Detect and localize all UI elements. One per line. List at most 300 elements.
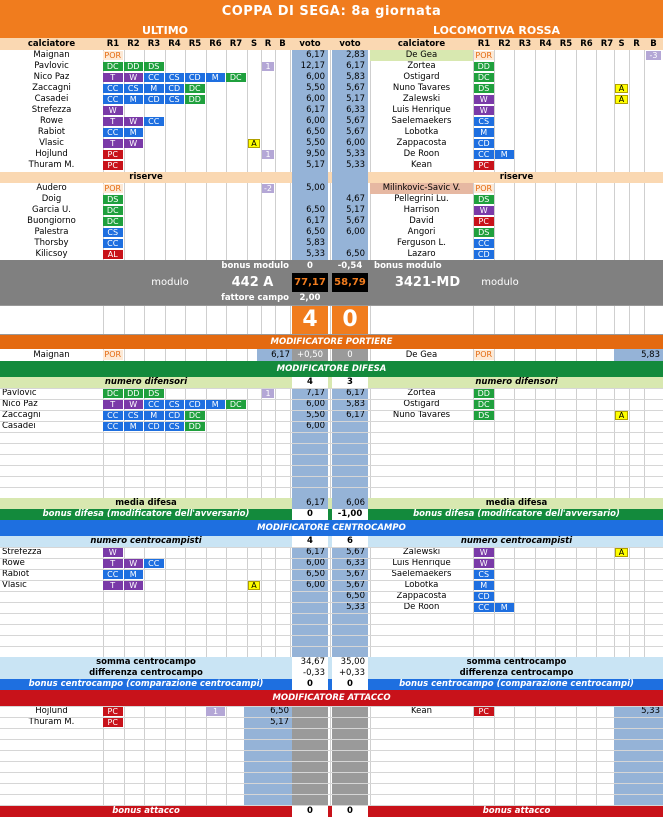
player-name: Luis Henrique xyxy=(392,105,451,116)
role-tag-t: T xyxy=(103,581,123,590)
player-name: Maignan xyxy=(33,50,70,61)
role-tag-cd: CD xyxy=(474,250,494,259)
fattore-campo-label: fattore campo xyxy=(221,293,289,304)
header-r3: R3 xyxy=(147,38,161,49)
centrocampo-row-away xyxy=(0,580,663,591)
starter-row-away xyxy=(0,105,663,116)
player-name: Saelemaekers xyxy=(391,116,452,127)
count-away: 3 xyxy=(332,377,368,388)
role-tag-pc: PC xyxy=(103,718,123,727)
role-tag-w: W xyxy=(103,106,123,115)
vote-value: 4,67 xyxy=(346,194,365,205)
role-tag-dc: DC xyxy=(226,73,246,82)
role-tag-dd: DD xyxy=(474,62,494,71)
vote-value: 5,67 xyxy=(346,116,365,127)
substitute-flag: A xyxy=(615,84,628,93)
grid-line xyxy=(0,443,663,444)
role-tag-cc: CC xyxy=(103,239,123,248)
vote-value: 6,00 xyxy=(306,580,325,591)
player-name: Garcia U. xyxy=(32,205,71,216)
vote-value: 6,17 xyxy=(306,547,325,558)
vote-value: 5,33 xyxy=(346,149,365,160)
reserves-label-away: riserve xyxy=(499,172,534,183)
reserve-row-away xyxy=(0,227,663,238)
vote-value: 6,50 xyxy=(306,569,325,580)
bonus-badge: -3 xyxy=(646,51,661,60)
player-name: Angori xyxy=(407,227,436,238)
portiere-bonus-away: 0 xyxy=(332,349,368,361)
role-tag-cs: CS xyxy=(474,117,494,126)
vote-value: 5,17 xyxy=(270,717,289,728)
modulo-label-away: modulo xyxy=(481,276,519,288)
vote-value: 6,17 xyxy=(346,388,365,399)
player-name: Rowe xyxy=(40,116,63,127)
differenza-row xyxy=(0,668,663,679)
page-title: COPPA DI SEGA: 8a giornata xyxy=(221,3,442,19)
bonus-badge: 1 xyxy=(262,389,274,398)
vote-value: 5,17 xyxy=(346,205,365,216)
vote-value: 6,17 xyxy=(346,410,365,421)
bonus-difesa-row xyxy=(0,509,663,520)
player-name: De Roon xyxy=(403,602,440,613)
role-tag-m: M xyxy=(144,411,164,420)
vote-value: 6,50 xyxy=(346,591,365,602)
grid-line xyxy=(0,750,663,751)
bonus-modulo-label: bonus modulo xyxy=(221,261,289,272)
player-name: Saelemaekers xyxy=(391,569,452,580)
diff-label-away: differenza centrocampo xyxy=(459,668,574,679)
player-name: Rabiot xyxy=(2,569,30,580)
vote-value: 5,83 xyxy=(346,399,365,410)
score-row xyxy=(0,305,663,335)
reserve-row-away xyxy=(0,238,663,249)
media-difesa-row xyxy=(0,498,663,509)
vote-value: 6,00 xyxy=(346,227,365,238)
attacco-row-away xyxy=(0,706,663,717)
somma-away: 35,00 xyxy=(332,657,368,668)
header-r-away: R xyxy=(633,38,640,49)
role-tag-w: W xyxy=(124,559,144,568)
vote-value: 6,50 xyxy=(306,205,325,216)
bonus-att-home: 0 xyxy=(292,806,328,817)
grid-line xyxy=(0,476,663,477)
role-tag-dc: DC xyxy=(103,389,123,398)
header-r5: R5 xyxy=(188,38,202,49)
starter-row-away xyxy=(0,94,663,105)
fattore-campo-row xyxy=(0,292,663,305)
header-r4: R4 xyxy=(168,38,181,49)
starter-row-away xyxy=(0,83,663,94)
reserve-row-away xyxy=(0,249,663,260)
player-name: Zaccagni xyxy=(2,410,41,421)
grid-line xyxy=(0,717,663,718)
role-tag-ds: DS xyxy=(474,195,494,204)
reserves-header xyxy=(0,172,663,183)
player-name: Casadei xyxy=(2,421,36,432)
role-tag-m: M xyxy=(144,84,164,93)
player-name: Lobotka xyxy=(404,580,439,591)
role-tag-cs: CS xyxy=(165,422,185,431)
role-tag-cd: CD xyxy=(144,95,164,104)
modulo-away: 3421-MD xyxy=(394,275,461,290)
grid-line xyxy=(0,706,663,707)
section-title: MODIFICATORE PORTIERE xyxy=(270,336,393,347)
role-tag-cd: CD xyxy=(165,411,185,420)
substitute-flag: A xyxy=(248,581,260,590)
player-name: Ferguson L. xyxy=(397,238,446,249)
vote-value: 6,50 xyxy=(306,227,325,238)
role-tag-w: W xyxy=(474,106,494,115)
count-home: 4 xyxy=(292,536,328,547)
vote-value: 6,00 xyxy=(306,72,325,83)
section-title: MODIFICATORE CENTROCAMPO xyxy=(257,522,406,533)
player-name: Doig xyxy=(41,194,62,205)
role-tag-pc: PC xyxy=(474,707,494,716)
role-tag-ds: DS xyxy=(144,62,164,71)
vote-value: 5,83 xyxy=(614,349,663,361)
player-name: Nico Paz xyxy=(33,72,70,83)
role-tag-m: M xyxy=(124,422,144,431)
role-tag-m: M xyxy=(474,581,494,590)
role-tag-pc: PC xyxy=(103,707,123,716)
total-home: 77,17 xyxy=(292,273,328,292)
header-r4-away: R4 xyxy=(539,38,552,49)
role-tag-dc: DC xyxy=(103,62,123,71)
player-name: Zappacosta xyxy=(396,138,447,149)
role-tag-cc: CC xyxy=(474,239,494,248)
section-title: MODIFICATORE DIFESA xyxy=(276,363,387,374)
vote-value: 5,50 xyxy=(306,410,325,421)
vote-value: 6,00 xyxy=(306,116,325,127)
grid-line xyxy=(0,569,663,570)
header-r6-away: R6 xyxy=(580,38,593,49)
bonus-difesa-label-away: bonus difesa (modificatore dell'avversario) xyxy=(413,509,620,520)
grid-line xyxy=(0,465,663,466)
bonus-cc-home: 0 xyxy=(292,679,328,690)
bonus-cc-label-away: bonus centrocampo (comparazione centrocampi) xyxy=(399,679,634,690)
player-name: Ostigard xyxy=(403,399,440,410)
role-tag-t: T xyxy=(103,400,123,409)
role-tag-cs: CS xyxy=(124,411,144,420)
vote-value: 12,17 xyxy=(300,61,325,72)
bonus-att-away: 0 xyxy=(332,806,368,817)
header-vote-away: voto xyxy=(339,38,361,49)
role-tag-pc: PC xyxy=(474,161,494,170)
grid-line xyxy=(0,421,663,422)
role-tag-pc: PC xyxy=(103,161,123,170)
grid-line xyxy=(0,432,663,433)
bonus-difesa-label-home: bonus difesa (modificatore dell'avversario) xyxy=(42,509,250,520)
centrocampo-row-away xyxy=(0,591,663,602)
spacer xyxy=(332,172,368,183)
role-tag-cs: CS xyxy=(165,400,185,409)
count-away: 6 xyxy=(332,536,368,547)
count-label-away: numero centrocampisti xyxy=(460,536,573,547)
header-r5-away: R5 xyxy=(559,38,573,49)
player-name: Zappacosta xyxy=(396,591,447,602)
media-away: 6,06 xyxy=(332,498,368,509)
somma-label-away: somma centrocampo xyxy=(466,657,567,668)
role-tag-cs: CS xyxy=(474,570,494,579)
column-header xyxy=(0,38,663,50)
role-tag-m: M xyxy=(124,570,144,579)
reserve-row-away xyxy=(0,216,663,227)
role-tag-m: M xyxy=(495,150,515,159)
role-tag-pc: PC xyxy=(474,217,494,226)
vote-value: 6,00 xyxy=(306,399,325,410)
attacco-row xyxy=(0,717,663,728)
starter-row-away xyxy=(0,127,663,138)
player-name: Zalewski xyxy=(402,547,441,558)
substitute-flag: A xyxy=(615,411,628,420)
grid-line xyxy=(0,646,663,647)
player-name: Milinkovic-Savic V. xyxy=(370,183,473,194)
section-difesa-header xyxy=(0,361,663,377)
role-tag-cc: CC xyxy=(103,411,123,420)
player-name: Hojlund xyxy=(35,706,68,717)
role-tag-t: T xyxy=(103,73,123,82)
bonus-difesa-away: -1,00 xyxy=(332,509,368,520)
vote-value: 6,17 xyxy=(346,61,365,72)
role-tag-dc: DC xyxy=(103,206,123,215)
role-tag-dc: DC xyxy=(474,400,494,409)
header-b: B xyxy=(279,38,286,49)
bonus-difesa-home: 0 xyxy=(292,509,328,520)
media-label-away: media difesa xyxy=(485,498,548,509)
role-tag-por: POR xyxy=(104,350,122,359)
centrocampo-row-away xyxy=(0,602,663,613)
player-name: Casadei xyxy=(34,94,69,105)
role-tag-dc: DC xyxy=(185,411,205,420)
role-tag-cs: CS xyxy=(124,84,144,93)
vote-value xyxy=(332,238,368,249)
grid-line xyxy=(0,624,663,625)
portiere-bonus-home: +0,50 xyxy=(292,349,328,361)
team-names-bar xyxy=(0,22,663,38)
bonus-centrocampo-row xyxy=(0,679,663,690)
role-tag-ds: DS xyxy=(144,389,164,398)
vote-value: 5,67 xyxy=(346,547,365,558)
role-tag-cd: CD xyxy=(185,73,205,82)
role-tag-cd: CD xyxy=(165,84,185,93)
vote-value: 5,17 xyxy=(306,160,325,171)
vote-value: 6,17 xyxy=(306,50,325,61)
somma-home: 34,67 xyxy=(292,657,328,668)
centrocampo-row-away xyxy=(0,547,663,558)
player-name: Nico Paz xyxy=(2,399,38,410)
header-s-away: S xyxy=(618,38,625,49)
header-player-away: calciatore xyxy=(397,38,446,49)
grid-line xyxy=(0,454,663,455)
grid-line xyxy=(0,558,663,559)
centrocampo-row-away xyxy=(0,558,663,569)
role-tag-cc: CC xyxy=(474,603,494,612)
player-name: David xyxy=(409,216,434,227)
media-label-home: media difesa xyxy=(115,498,177,509)
player-name: Ostigard xyxy=(403,72,440,83)
score-home: 4 xyxy=(292,305,328,335)
grid-line xyxy=(0,772,663,773)
role-tag-cc: CC xyxy=(103,570,123,579)
bonus-badge: 1 xyxy=(262,62,274,71)
player-name: Hojlund xyxy=(35,149,68,160)
vote-value: 5,50 xyxy=(306,83,325,94)
somma-label-home: somma centrocampo xyxy=(96,657,196,668)
bonus-cc-label-home: bonus centrocampo (comparazione centrocampi) xyxy=(28,679,264,690)
section-portiere-header xyxy=(0,335,663,349)
section-title: MODIFICATORE ATTACCO xyxy=(272,692,391,703)
bonus-att-label-away: bonus attacco xyxy=(482,806,551,817)
vote-value: 9,50 xyxy=(306,149,325,160)
bonus-badge: -2 xyxy=(262,184,274,193)
role-tag-por: POR xyxy=(104,183,122,193)
starter-row-away xyxy=(0,149,663,160)
vote-value: 5,83 xyxy=(346,72,365,83)
grid-line xyxy=(0,388,663,389)
header-r3-away: R3 xyxy=(518,38,532,49)
player-name: Vlasic xyxy=(39,138,64,149)
player-name: Palestra xyxy=(34,227,69,238)
player-name: Pavlovic xyxy=(2,388,37,399)
centrocampo-row-away xyxy=(0,569,663,580)
player-name: Zaccagni xyxy=(32,83,71,94)
vote-value: 6,00 xyxy=(306,558,325,569)
bonus-modulo-label-away: bonus modulo xyxy=(374,261,442,272)
role-tag-m: M xyxy=(495,603,515,612)
count-home: 4 xyxy=(292,377,328,388)
vote-value: 5,67 xyxy=(346,216,365,227)
bonus-badge: 1 xyxy=(206,707,225,716)
vote-value: 5,33 xyxy=(306,249,325,260)
grid-line xyxy=(0,635,663,636)
role-tag-pc: PC xyxy=(103,150,123,159)
substitute-flag: A xyxy=(615,95,628,104)
role-tag-dd: DD xyxy=(124,62,144,71)
role-tag-por: POR xyxy=(104,50,122,60)
starter-row-away xyxy=(0,160,663,171)
player-name: Rowe xyxy=(2,558,25,569)
role-tag-al: AL xyxy=(103,250,123,259)
role-tag-t: T xyxy=(103,117,123,126)
diff-away: +0,33 xyxy=(332,668,368,679)
player-name: Strefezza xyxy=(31,105,72,116)
diff-home: -0,33 xyxy=(292,668,328,679)
role-tag-w: W xyxy=(474,559,494,568)
modulo-label-home: modulo xyxy=(151,276,189,288)
vote-value: 5,83 xyxy=(306,238,325,249)
starter-row-away xyxy=(0,116,663,127)
count-label-away: numero difensori xyxy=(475,377,558,388)
grid-line xyxy=(0,783,663,784)
role-tag-cd: CD xyxy=(474,592,494,601)
player-name: Kean xyxy=(411,706,432,717)
role-tag-w: W xyxy=(124,73,144,82)
role-tag-t: T xyxy=(103,559,123,568)
vote-value: 5,50 xyxy=(306,138,325,149)
vote-value: 6,33 xyxy=(346,105,365,116)
player-name: Thuram M. xyxy=(28,717,75,728)
bonus-badge: 1 xyxy=(262,150,274,159)
diff-label-home: differenza centrocampo xyxy=(89,668,203,679)
role-tag-cc: CC xyxy=(474,150,494,159)
header-s: S xyxy=(250,38,258,49)
difesa-row-away xyxy=(0,399,663,410)
player-name: Lobotka xyxy=(404,127,439,138)
grid-line xyxy=(0,487,663,488)
reserve-row-away xyxy=(0,183,663,194)
header-r1: R1 xyxy=(106,38,120,49)
role-tag-cd: CD xyxy=(185,400,205,409)
player-name: Maignan xyxy=(33,349,70,360)
role-tag-por: POR xyxy=(475,183,493,193)
bonus-cc-away: 0 xyxy=(332,679,368,690)
role-tag-m: M xyxy=(206,73,226,82)
total-away: 58,79 xyxy=(332,273,368,292)
player-name: Harrison xyxy=(403,205,440,216)
header-r7: R7 xyxy=(229,38,243,49)
header-r6: R6 xyxy=(209,38,222,49)
centrocampo-count-row xyxy=(0,536,663,547)
grid-line xyxy=(0,739,663,740)
player-name: Audero xyxy=(36,183,67,194)
player-name: De Roon xyxy=(403,149,440,160)
modulo-row xyxy=(0,273,663,292)
role-tag-cd: CD xyxy=(474,139,494,148)
role-tag-ds: DS xyxy=(474,84,494,93)
vote-value: 6,33 xyxy=(346,558,365,569)
score-away: 0 xyxy=(332,305,368,335)
role-tag-dd: DD xyxy=(185,422,205,431)
vote-value: 6,00 xyxy=(306,94,325,105)
grid-line xyxy=(0,602,663,603)
grid-line xyxy=(0,591,663,592)
starter-row-away xyxy=(0,50,663,61)
player-name: Buongiorno xyxy=(27,216,76,227)
bonus-att-label-home: bonus attacco xyxy=(112,806,180,817)
vote-value xyxy=(332,183,368,194)
vote-value: 6,50 xyxy=(306,127,325,138)
player-name: Kilicsoy xyxy=(35,249,68,260)
reserves-label-home: riserve xyxy=(129,172,163,183)
vote-value: 5,67 xyxy=(346,83,365,94)
role-tag-w: W xyxy=(124,117,144,126)
player-name: Vlasic xyxy=(2,580,27,591)
role-tag-cs: CS xyxy=(165,73,185,82)
section-attacco-header xyxy=(0,690,663,706)
role-tag-cc: CC xyxy=(144,73,164,82)
player-name: Zortea xyxy=(407,61,436,72)
portiere-row xyxy=(0,349,663,361)
role-tag-t: T xyxy=(103,139,123,148)
player-name: Nuno Tavares xyxy=(392,83,451,94)
vote-value: 6,50 xyxy=(270,706,289,717)
grid-line xyxy=(0,580,663,581)
header-r7-away: R7 xyxy=(600,38,614,49)
starter-row-away xyxy=(0,138,663,149)
grid-line xyxy=(0,410,663,411)
role-tag-m: M xyxy=(124,128,144,137)
player-name: Luis Henrique xyxy=(392,558,451,569)
role-tag-ds: DS xyxy=(103,195,123,204)
difesa-row-away xyxy=(0,410,663,421)
vote-value: 2,83 xyxy=(346,50,365,61)
difesa-count-row xyxy=(0,377,663,388)
bonus-modulo-home: 0 xyxy=(307,261,313,272)
header-r: R xyxy=(264,38,272,49)
modulo-home: 442 A xyxy=(231,275,274,290)
fattore-campo-home: 2,00 xyxy=(299,293,321,304)
starter-row-away xyxy=(0,61,663,72)
